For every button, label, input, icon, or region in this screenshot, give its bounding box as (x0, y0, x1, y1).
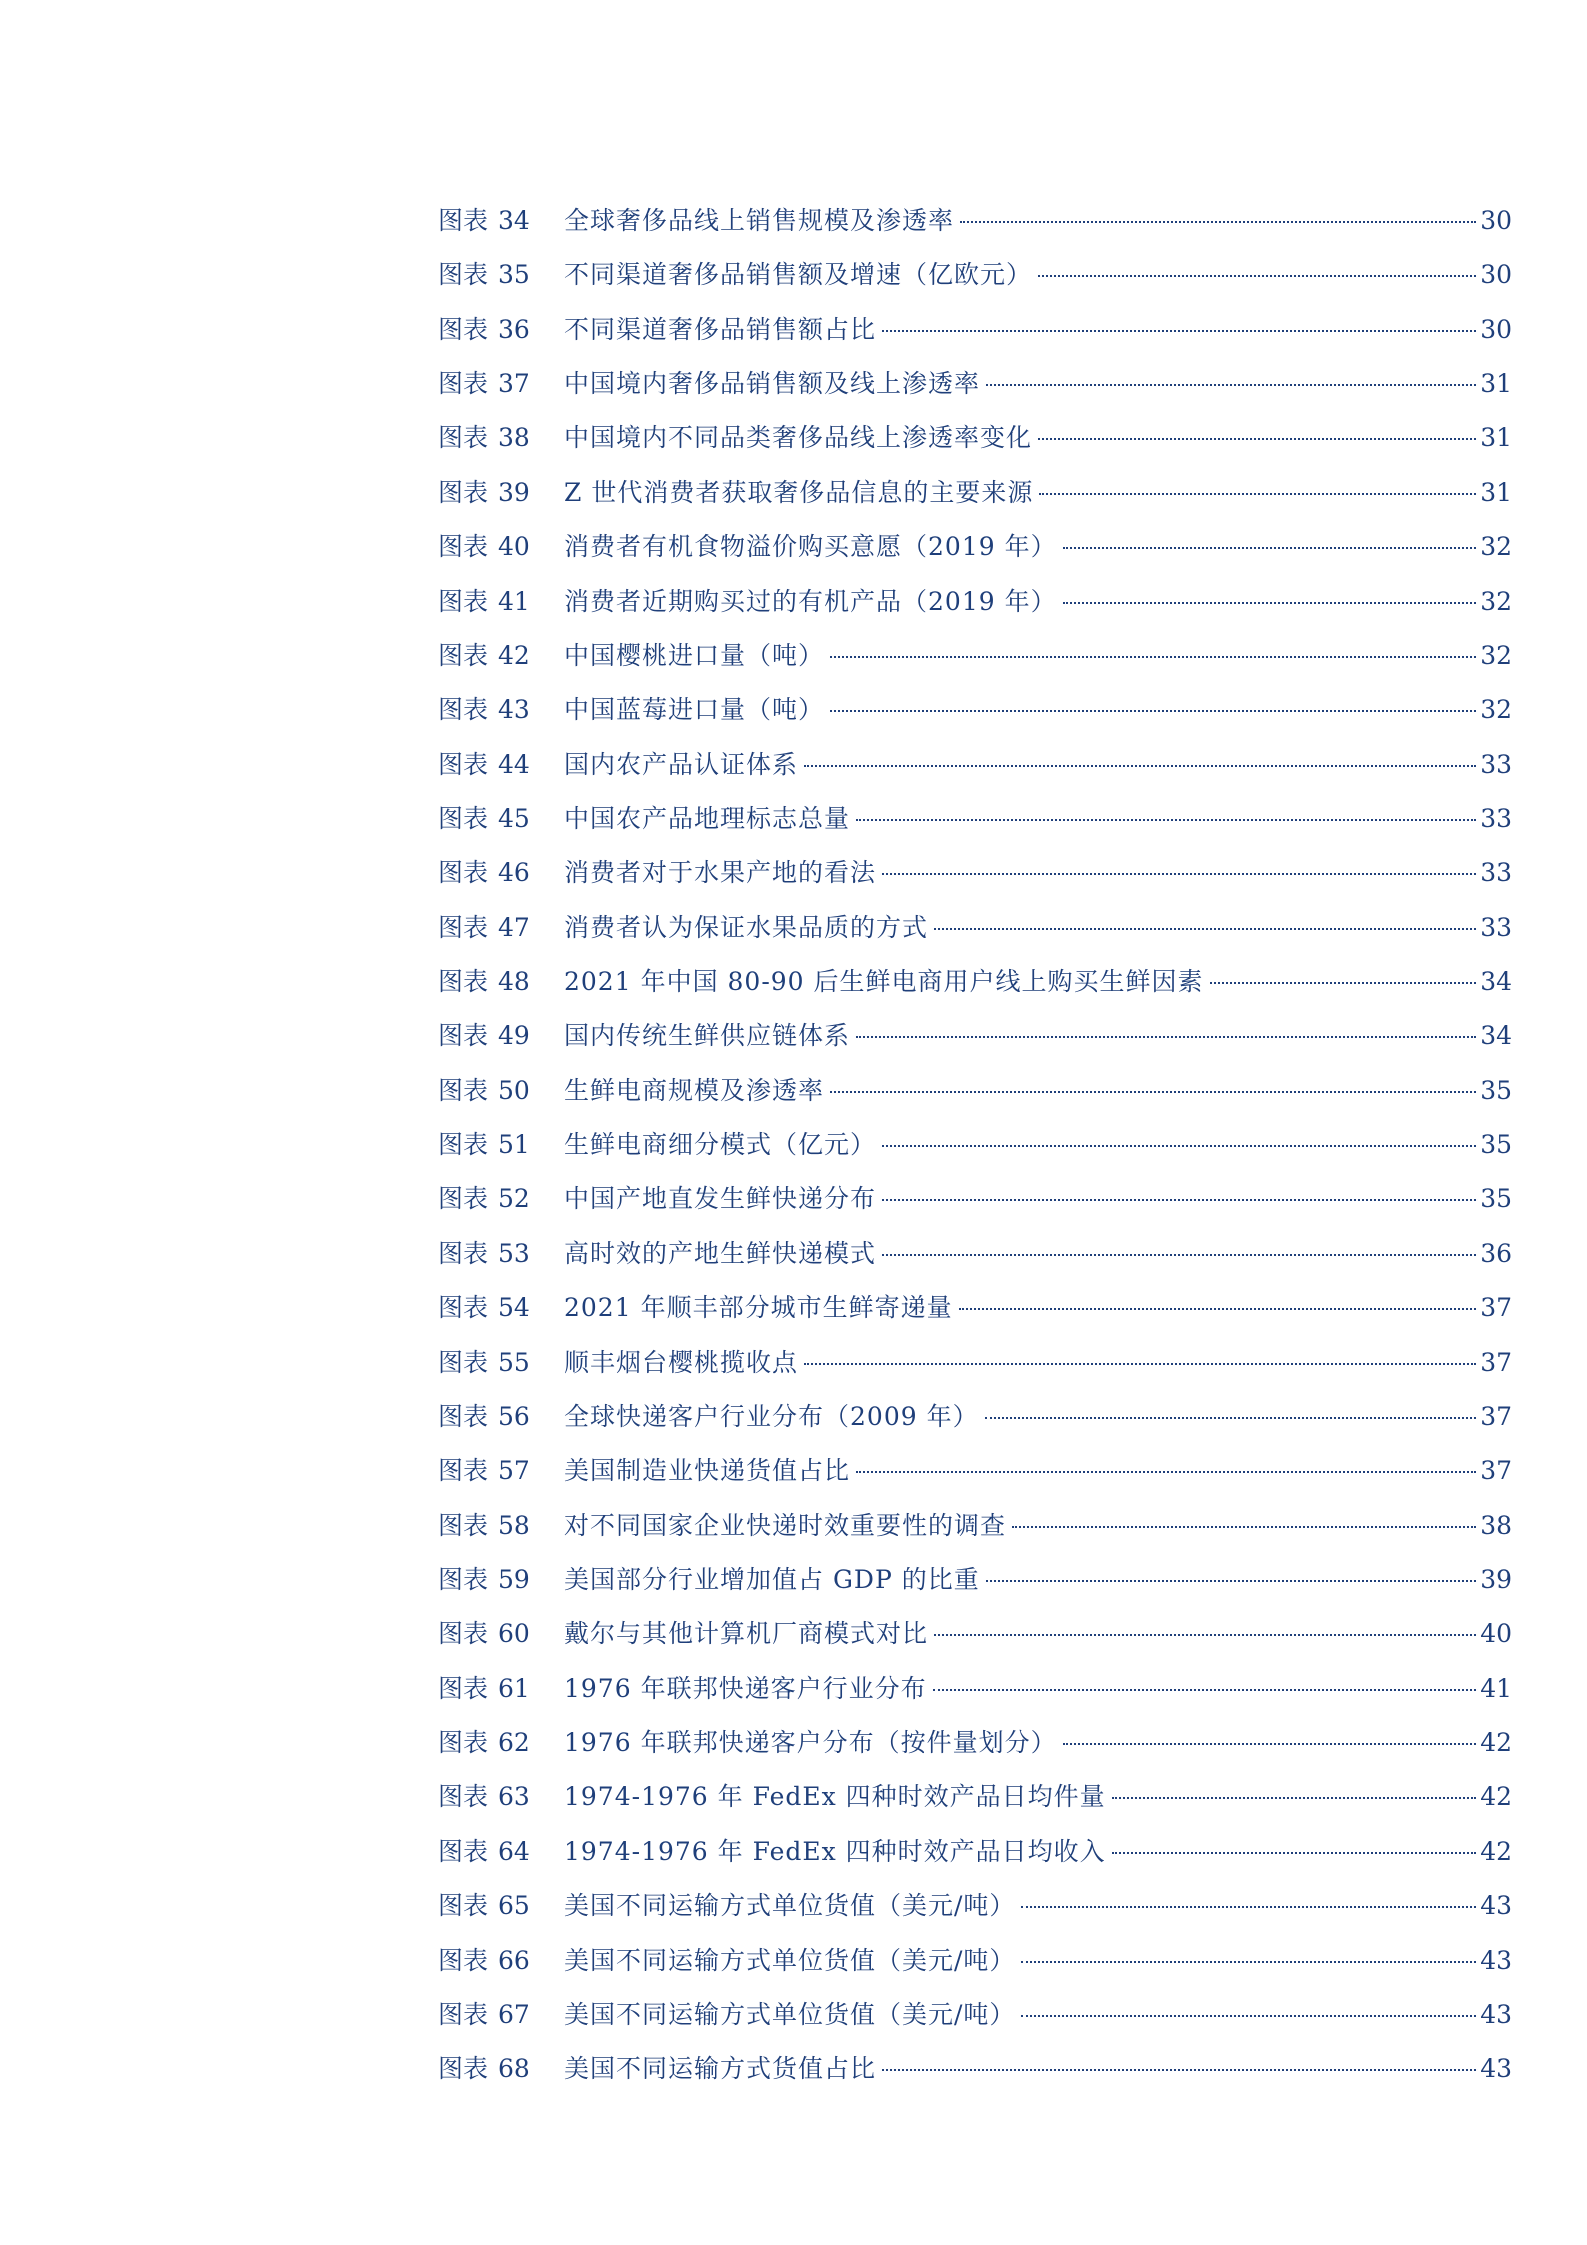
figure-title: 2021 年中国 80-90 后生鲜电商用户线上购买生鲜因素 (564, 967, 1204, 997)
figure-number: 53 (498, 1238, 530, 1268)
figure-label (438, 1723, 564, 1763)
figure-title: 1974-1976 年 FedEx 四种时效产品日均件量 (564, 1782, 1106, 1812)
toc-entry[interactable] (438, 908, 1512, 962)
figure-number: 45 (498, 803, 530, 833)
dot-leader (1210, 982, 1477, 984)
figure-label-text: 图表 (438, 749, 489, 779)
figure-label-text: 图表 (438, 803, 489, 833)
figure-number: 43 (498, 695, 530, 725)
figure-title: 对不同国家企业快递时效重要性的调查 (564, 1510, 1007, 1540)
figure-label (438, 1179, 564, 1219)
figure-label (438, 527, 564, 567)
toc-entry[interactable] (438, 1941, 1512, 1995)
toc-entry[interactable] (438, 1125, 1512, 1179)
figure-label-text: 图表 (438, 532, 489, 562)
figure-number: 66 (498, 1945, 530, 1975)
figure-label (438, 1832, 564, 1872)
figure-label-text: 图表 (438, 2054, 489, 2084)
figure-label-text: 图表 (438, 1891, 489, 1921)
figure-title: 生鲜电商规模及渗透率 (564, 1075, 825, 1105)
figure-number: 49 (498, 1021, 530, 1051)
figure-number: 42 (498, 640, 530, 670)
page-number: 35 (1480, 1184, 1512, 1214)
page-number: 30 (1480, 260, 1512, 290)
toc-entry[interactable] (438, 1669, 1512, 1723)
page-number: 32 (1480, 640, 1512, 670)
figure-label (438, 1886, 564, 1926)
figure-label (438, 799, 564, 839)
toc-entry[interactable] (438, 636, 1512, 690)
page-number: 42 (1480, 1836, 1512, 1866)
figure-label (438, 853, 564, 893)
figure-label (438, 1343, 564, 1383)
figure-number: 38 (498, 423, 530, 453)
dot-leader (1038, 275, 1476, 277)
figure-label-text: 图表 (438, 260, 489, 290)
figure-title: 中国境内奢侈品销售额及线上渗透率 (564, 369, 981, 399)
page-number: 37 (1480, 1293, 1512, 1323)
dot-leader (856, 1471, 1476, 1473)
page-number: 31 (1480, 369, 1512, 399)
figure-number: 60 (498, 1619, 530, 1649)
page-number: 35 (1480, 1075, 1512, 1105)
page-number: 30 (1480, 206, 1512, 235)
figure-number: 41 (498, 586, 530, 616)
page-number: 42 (1480, 1728, 1512, 1758)
figure-number: 65 (498, 1891, 530, 1921)
page-number: 43 (1480, 1945, 1512, 1975)
toc-entry[interactable] (438, 1288, 1512, 1342)
figure-title: Z 世代消费者获取奢侈品信息的主要来源 (564, 477, 1034, 507)
figure-label-text: 图表 (438, 1293, 489, 1323)
figure-label-text: 图表 (438, 1782, 489, 1812)
figure-label-text: 图表 (438, 640, 489, 670)
dot-leader (882, 1199, 1476, 1201)
figure-title: 美国不同运输方式单位货值（美元/吨） (564, 1945, 1016, 1975)
figure-label-text: 图表 (438, 858, 489, 888)
dot-leader (985, 1417, 1477, 1419)
figure-title: 不同渠道奢侈品销售额及增速（亿欧元） (564, 260, 1033, 290)
dot-leader (804, 765, 1476, 767)
figure-label (438, 582, 564, 622)
figure-number: 67 (498, 1999, 530, 2029)
toc-entry[interactable] (438, 1723, 1512, 1777)
figure-number: 37 (498, 369, 530, 399)
toc-entry[interactable] (438, 1397, 1512, 1451)
figure-title: 1974-1976 年 FedEx 四种时效产品日均收入 (564, 1836, 1106, 1866)
page-number: 30 (1480, 314, 1512, 344)
figure-title: 1976 年联邦快递客户行业分布 (564, 1673, 927, 1703)
toc-entry[interactable] (438, 1886, 1512, 1940)
figure-label (438, 1560, 564, 1600)
dot-leader (830, 656, 1476, 658)
page-number: 37 (1480, 1347, 1512, 1377)
figure-label (438, 418, 564, 458)
figure-title: 1976 年联邦快递客户分布（按件量划分） (564, 1728, 1057, 1758)
figure-number: 55 (498, 1347, 530, 1377)
figure-label (438, 908, 564, 948)
figure-label (438, 1669, 564, 1709)
figure-label-text: 图表 (438, 1347, 489, 1377)
figure-title: 消费者有机食物溢价购买意愿（2019 年） (564, 532, 1057, 562)
page-number: 38 (1480, 1510, 1512, 1540)
figure-label (438, 962, 564, 1002)
dot-leader (804, 1363, 1476, 1365)
page-number: 43 (1480, 2054, 1512, 2084)
figure-label-text: 图表 (438, 1945, 489, 1975)
figure-title: 全球奢侈品线上销售规模及渗透率 (564, 206, 955, 235)
figure-label-text: 图表 (438, 1075, 489, 1105)
figure-list (438, 201, 1512, 2104)
figure-number: 44 (498, 749, 530, 779)
toc-entry[interactable] (438, 1995, 1512, 2049)
toc-entry[interactable] (438, 690, 1512, 744)
dot-leader (1021, 2015, 1476, 2017)
dot-leader (882, 873, 1476, 875)
figure-label-text: 图表 (438, 1836, 489, 1866)
figure-label (438, 255, 564, 295)
dot-leader (882, 1254, 1476, 1256)
page-number: 31 (1480, 477, 1512, 507)
dot-leader (986, 1580, 1476, 1582)
figure-label-text: 图表 (438, 1130, 489, 1160)
toc-entry[interactable] (438, 1614, 1512, 1668)
figure-number: 58 (498, 1510, 530, 1540)
figure-label-text: 图表 (438, 477, 489, 507)
dot-leader (856, 819, 1476, 821)
figure-label-text: 图表 (438, 206, 489, 235)
dot-leader (830, 1091, 1476, 1093)
figure-label (438, 690, 564, 730)
figure-title: 美国不同运输方式货值占比 (564, 2054, 877, 2084)
dot-leader (1063, 547, 1477, 549)
page-number: 33 (1480, 803, 1512, 833)
figure-label (438, 1451, 564, 1491)
figure-title: 美国部分行业增加值占 GDP 的比重 (564, 1564, 980, 1594)
figure-label (438, 1397, 564, 1437)
page-number: 32 (1480, 695, 1512, 725)
figure-label (438, 1288, 564, 1328)
figure-label (438, 473, 564, 513)
figure-label-text: 图表 (438, 1510, 489, 1540)
figure-title: 中国蓝莓进口量（吨） (564, 695, 825, 725)
figure-label (438, 1777, 564, 1817)
dot-leader (882, 1145, 1476, 1147)
toc-entry[interactable] (438, 1832, 1512, 1886)
page-number: 35 (1480, 1130, 1512, 1160)
figure-title: 中国产地直发生鲜快递分布 (564, 1184, 877, 1214)
figure-number: 63 (498, 1782, 530, 1812)
figure-title: 中国农产品地理标志总量 (564, 803, 851, 833)
dot-leader (960, 221, 1476, 223)
page-number: 37 (1480, 1401, 1512, 1431)
figure-label-text: 图表 (438, 1238, 489, 1268)
dot-leader (882, 330, 1476, 332)
page-number: 33 (1480, 749, 1512, 779)
figure-number: 40 (498, 532, 530, 562)
figure-number: 57 (498, 1456, 530, 1486)
figure-title: 生鲜电商细分模式（亿元） (564, 1130, 877, 1160)
figure-label (438, 1071, 564, 1111)
figure-label-text: 图表 (438, 1401, 489, 1431)
page-number: 43 (1480, 1891, 1512, 1921)
dot-leader (959, 1308, 1477, 1310)
figure-title: 美国不同运输方式单位货值（美元/吨） (564, 1891, 1016, 1921)
page-number: 40 (1480, 1619, 1512, 1649)
toc-entry[interactable] (438, 310, 1512, 364)
dot-leader (856, 1036, 1476, 1038)
figure-title: 戴尔与其他计算机厂商模式对比 (564, 1619, 929, 1649)
page-number: 43 (1480, 1999, 1512, 2029)
page-number: 42 (1480, 1782, 1512, 1812)
toc-entry[interactable] (438, 418, 1512, 472)
figure-number: 62 (498, 1728, 530, 1758)
toc-entry[interactable] (438, 527, 1512, 581)
figure-title: 美国不同运输方式单位货值（美元/吨） (564, 1999, 1016, 2029)
toc-entry[interactable] (438, 1506, 1512, 1560)
figure-label-text: 图表 (438, 912, 489, 942)
dot-leader (830, 710, 1476, 712)
figure-label-text: 图表 (438, 1999, 489, 2029)
figure-number: 46 (498, 858, 530, 888)
dot-leader (1112, 1852, 1477, 1854)
figure-title: 高时效的产地生鲜快递模式 (564, 1238, 877, 1268)
figure-number: 61 (498, 1673, 530, 1703)
figure-label (438, 1995, 564, 2035)
page-number: 31 (1480, 423, 1512, 453)
toc-entry[interactable] (438, 201, 1512, 255)
figure-number: 35 (498, 260, 530, 290)
figure-label (438, 1125, 564, 1165)
toc-entry[interactable] (438, 1343, 1512, 1397)
toc-entry[interactable] (438, 1179, 1512, 1233)
figure-label-text: 图表 (438, 1021, 489, 1051)
figure-label (438, 310, 564, 350)
figure-label (438, 745, 564, 785)
page-number: 34 (1480, 967, 1512, 997)
page-number: 33 (1480, 858, 1512, 888)
dot-leader (1112, 1797, 1477, 1799)
dot-leader (934, 1634, 1476, 1636)
figure-number: 64 (498, 1836, 530, 1866)
figure-label-text: 图表 (438, 423, 489, 453)
figure-label (438, 1941, 564, 1981)
figure-number: 48 (498, 967, 530, 997)
page-number: 33 (1480, 912, 1512, 942)
figure-label-text: 图表 (438, 586, 489, 616)
figure-label-text: 图表 (438, 369, 489, 399)
toc-entry[interactable] (438, 364, 1512, 418)
figure-label (438, 1614, 564, 1654)
dot-leader (1012, 1526, 1476, 1528)
toc-entry[interactable] (438, 745, 1512, 799)
dot-leader (1063, 602, 1477, 604)
figure-number: 56 (498, 1401, 530, 1431)
figure-number: 68 (498, 2054, 530, 2084)
figure-label-text: 图表 (438, 1673, 489, 1703)
figure-number: 34 (498, 206, 530, 235)
figure-title: 国内农产品认证体系 (564, 749, 799, 779)
dot-leader (986, 384, 1476, 386)
figure-label (438, 636, 564, 676)
toc-entry[interactable] (438, 582, 1512, 636)
figure-title: 消费者认为保证水果品质的方式 (564, 912, 929, 942)
figure-number: 39 (498, 477, 530, 507)
figure-label-text: 图表 (438, 1184, 489, 1214)
figure-number: 36 (498, 314, 530, 344)
figure-label (438, 201, 564, 241)
figure-label-text: 图表 (438, 1564, 489, 1594)
toc-entry[interactable] (438, 1071, 1512, 1125)
dot-leader (1021, 1961, 1476, 1963)
dot-leader (934, 928, 1476, 930)
figure-title: 全球快递客户行业分布（2009 年） (564, 1401, 979, 1431)
figure-label-text: 图表 (438, 314, 489, 344)
figure-title: 消费者近期购买过的有机产品（2019 年） (564, 586, 1057, 616)
toc-entry[interactable] (438, 1451, 1512, 1505)
figure-number: 52 (498, 1184, 530, 1214)
dot-leader (933, 1689, 1477, 1691)
page-number: 32 (1480, 532, 1512, 562)
figure-label-text: 图表 (438, 1728, 489, 1758)
figure-title: 消费者对于水果产地的看法 (564, 858, 877, 888)
figure-title: 中国境内不同品类奢侈品线上渗透率变化 (564, 423, 1033, 453)
figure-label-text: 图表 (438, 695, 489, 725)
dot-leader (1039, 493, 1476, 495)
dot-leader (1021, 1906, 1476, 1908)
dot-leader (882, 2069, 1476, 2071)
dot-leader (1063, 1743, 1477, 1745)
figure-label (438, 364, 564, 404)
page-number: 39 (1480, 1564, 1512, 1594)
toc-entry[interactable] (438, 799, 1512, 853)
toc-entry[interactable] (438, 853, 1512, 907)
figure-title: 2021 年顺丰部分城市生鲜寄递量 (564, 1293, 953, 1323)
figure-number: 54 (498, 1293, 530, 1323)
figure-title: 中国樱桃进口量（吨） (564, 640, 825, 670)
toc-entry[interactable] (438, 473, 1512, 527)
toc-entry[interactable] (438, 255, 1512, 309)
figure-title: 国内传统生鲜供应链体系 (564, 1021, 851, 1051)
figure-label (438, 1506, 564, 1546)
figure-label (438, 2049, 564, 2089)
dot-leader (1038, 438, 1476, 440)
figure-title: 顺丰烟台樱桃揽收点 (564, 1347, 799, 1377)
toc-entry[interactable] (438, 1777, 1512, 1831)
page-number: 36 (1480, 1238, 1512, 1268)
toc-entry[interactable] (438, 962, 1512, 1016)
figure-label (438, 1234, 564, 1274)
figure-label-text: 图表 (438, 967, 489, 997)
toc-entry[interactable] (438, 1016, 1512, 1070)
toc-entry[interactable] (438, 1560, 1512, 1614)
toc-entry[interactable] (438, 2049, 1512, 2103)
figure-label-text: 图表 (438, 1456, 489, 1486)
page-number: 34 (1480, 1021, 1512, 1051)
figure-label (438, 1016, 564, 1056)
page-number: 37 (1480, 1456, 1512, 1486)
page-number: 41 (1480, 1673, 1512, 1703)
page-number: 32 (1480, 586, 1512, 616)
figure-number: 59 (498, 1564, 530, 1594)
figure-number: 50 (498, 1075, 530, 1105)
toc-entry[interactable] (438, 1234, 1512, 1288)
figure-number: 51 (498, 1130, 530, 1160)
figure-title: 不同渠道奢侈品销售额占比 (564, 314, 877, 344)
figure-title: 美国制造业快递货值占比 (564, 1456, 851, 1486)
figure-number: 47 (498, 912, 530, 942)
figure-label-text: 图表 (438, 1619, 489, 1649)
